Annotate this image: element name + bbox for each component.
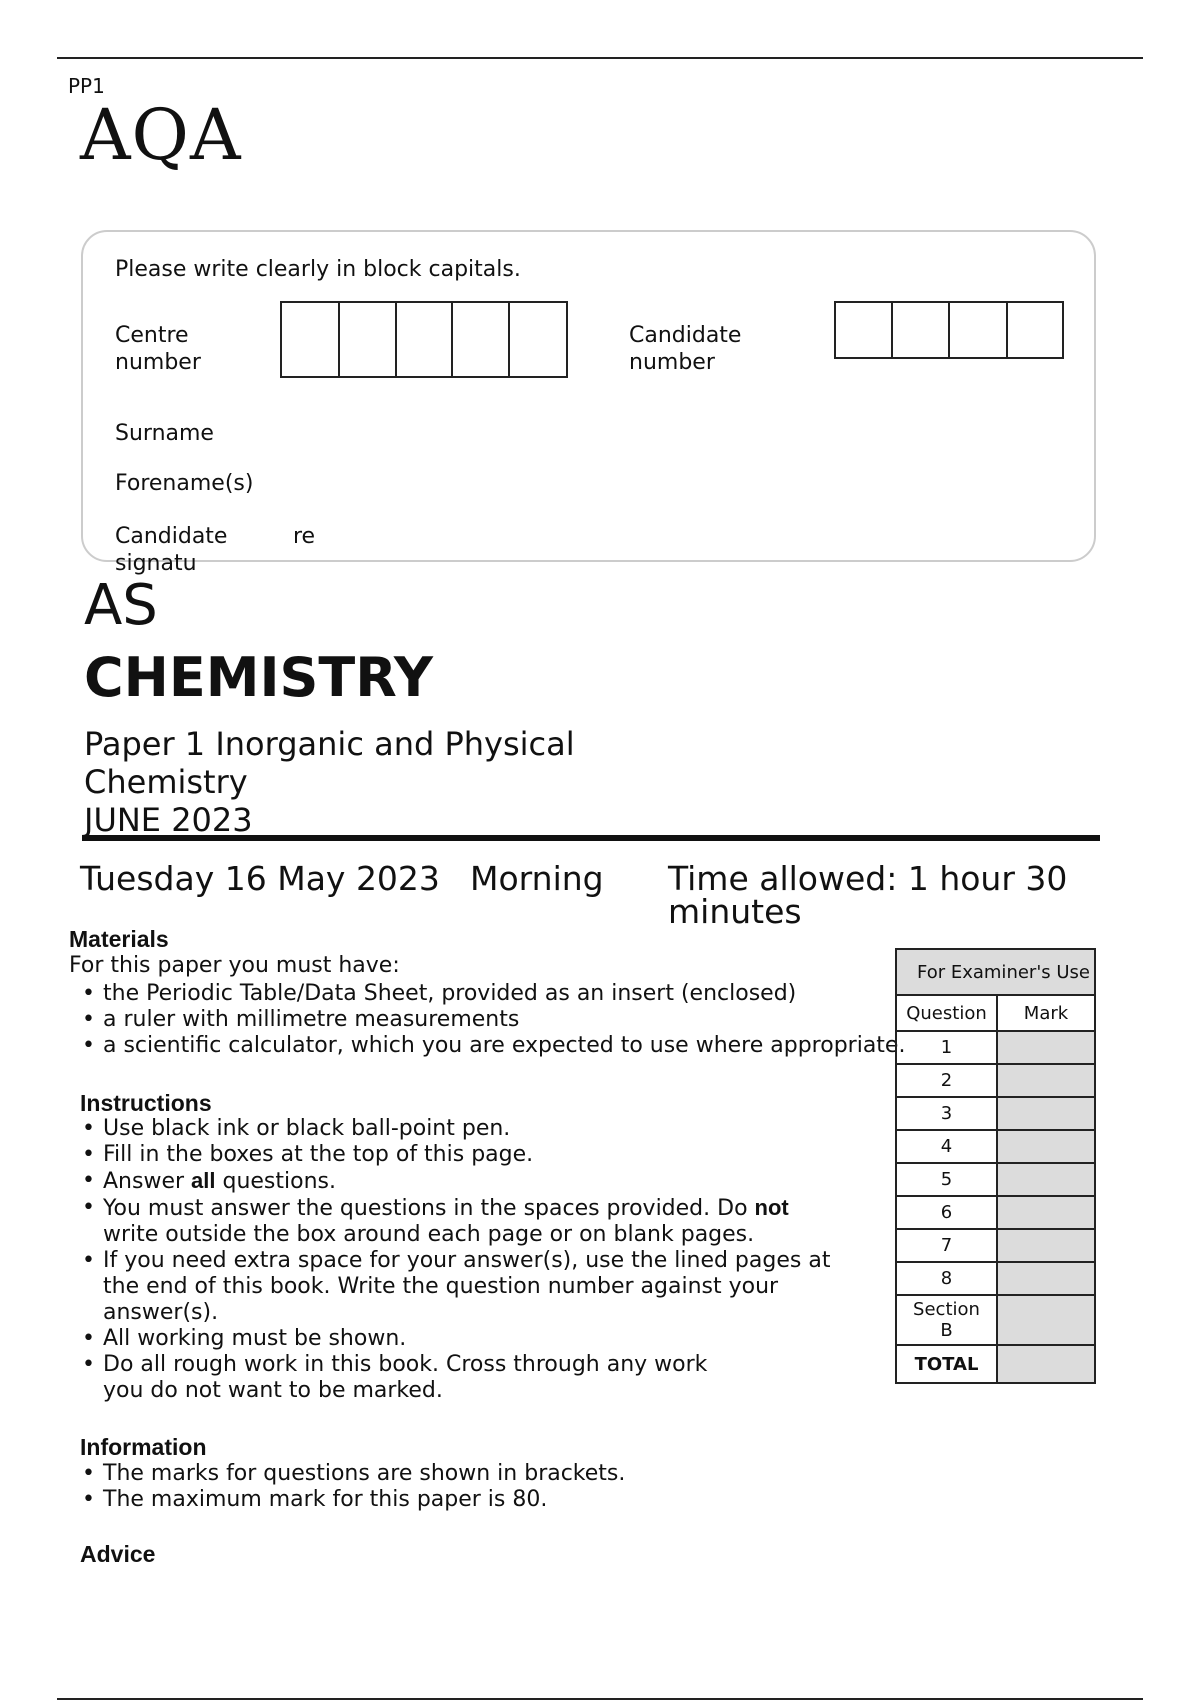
- list-item: • Fill in the boxes at the top of this page.: [80, 1142, 880, 1168]
- mark-cell: [997, 1163, 1095, 1196]
- candidate-digit-box[interactable]: [1008, 303, 1062, 357]
- mark-cell: [997, 1295, 1095, 1345]
- information-list: [80, 1461, 880, 1513]
- surname-label: Surname: [115, 421, 214, 446]
- mark-cell: [997, 1130, 1095, 1163]
- time-allowed: Time allowed: 1 hour 30 minutes: [668, 859, 1068, 931]
- candidate-digit-box[interactable]: [893, 303, 950, 357]
- question-number: 1: [896, 1031, 997, 1064]
- candidate-signature-label: Candidate signatu: [115, 524, 228, 576]
- centre-digit-box[interactable]: [510, 303, 566, 376]
- candidate-number-input[interactable]: [834, 301, 1064, 359]
- reference-code: PP1: [68, 74, 105, 98]
- information-heading: Information: [80, 1434, 207, 1460]
- centre-digit-box[interactable]: [397, 303, 453, 376]
- question-number: 6: [896, 1196, 997, 1229]
- question-number: 3: [896, 1097, 997, 1130]
- mark-column-header: Mark: [997, 995, 1095, 1031]
- paper-title: Paper 1 Inorganic and Physical Chemistry JUNE 2023: [84, 725, 575, 839]
- top-rule: [57, 57, 1143, 59]
- question-number: 5: [896, 1163, 997, 1196]
- block-capitals-instruction: Please write clearly in block capitals.: [115, 257, 521, 282]
- list-item: • Answer all questions.: [80, 1168, 880, 1195]
- advice-heading: Advice: [80, 1541, 156, 1567]
- list-item: • the Periodic Table/Data Sheet, provided as an insert (enclosed): [80, 981, 940, 1007]
- materials-intro: For this paper you must have:: [69, 953, 400, 978]
- materials-heading: Materials: [69, 926, 169, 952]
- aqa-logo: AQA: [80, 94, 242, 176]
- list-item: • a scientific calculator, which you are expected to use where appropriate.: [80, 1033, 940, 1059]
- centre-number-label: Centre number: [115, 323, 201, 375]
- candidate-digit-box[interactable]: [836, 303, 893, 357]
- question-column-header: Question: [896, 995, 997, 1031]
- list-item: • The marks for questions are shown in brackets.: [80, 1461, 880, 1487]
- question-number: 4: [896, 1130, 997, 1163]
- question-number: 7: [896, 1229, 997, 1262]
- candidate-digit-box[interactable]: [950, 303, 1008, 357]
- centre-number-input[interactable]: [280, 301, 568, 378]
- mark-cell: [997, 1031, 1095, 1064]
- question-number: 2: [896, 1064, 997, 1097]
- examiner-table-title: For Examiner's Use: [896, 949, 1095, 995]
- centre-digit-box[interactable]: [282, 303, 340, 376]
- list-item: • You must answer the questions in the spaces provided. Do not write outside the box around each page or on blank pages.: [80, 1195, 880, 1248]
- instructions-list: [80, 1116, 880, 1404]
- instructions-heading: Instructions: [80, 1090, 212, 1116]
- total-mark-cell: [997, 1345, 1095, 1383]
- mark-cell: [997, 1196, 1095, 1229]
- total-label: TOTAL: [896, 1345, 997, 1383]
- list-item: • Use black ink or black ball-point pen.: [80, 1116, 880, 1142]
- candidate-signature-label-end: re: [293, 524, 316, 549]
- mark-cell: [997, 1262, 1095, 1295]
- list-item: • All working must be shown.: [80, 1326, 880, 1352]
- candidate-number-label: Candidate number: [629, 323, 742, 375]
- mark-cell: [997, 1097, 1095, 1130]
- list-item: • a ruler with millimetre measurements: [80, 1007, 940, 1033]
- list-item: • The maximum mark for this paper is 80.: [80, 1487, 880, 1513]
- list-item: • If you need extra space for your answer(s), use the lined pages at the end of this book. Write the question number against your answer(s).: [80, 1248, 880, 1326]
- qualification-level: AS: [84, 573, 158, 638]
- subject-title: CHEMISTRY: [84, 646, 433, 709]
- mark-cell: [997, 1229, 1095, 1262]
- section-b-label: Section B: [896, 1295, 997, 1345]
- list-item: • Do all rough work in this book. Cross through any work you do not want to be marked.: [80, 1352, 880, 1404]
- materials-list: [80, 981, 940, 1059]
- mark-cell: [997, 1064, 1095, 1097]
- question-number: 8: [896, 1262, 997, 1295]
- exam-session: Morning: [470, 859, 604, 898]
- centre-digit-box[interactable]: [453, 303, 510, 376]
- forenames-label: Forename(s): [115, 471, 254, 496]
- centre-digit-box[interactable]: [340, 303, 397, 376]
- exam-date: Tuesday 16 May 2023: [80, 859, 440, 898]
- title-divider: [82, 835, 1100, 841]
- examiner-use-table: [895, 948, 1096, 1384]
